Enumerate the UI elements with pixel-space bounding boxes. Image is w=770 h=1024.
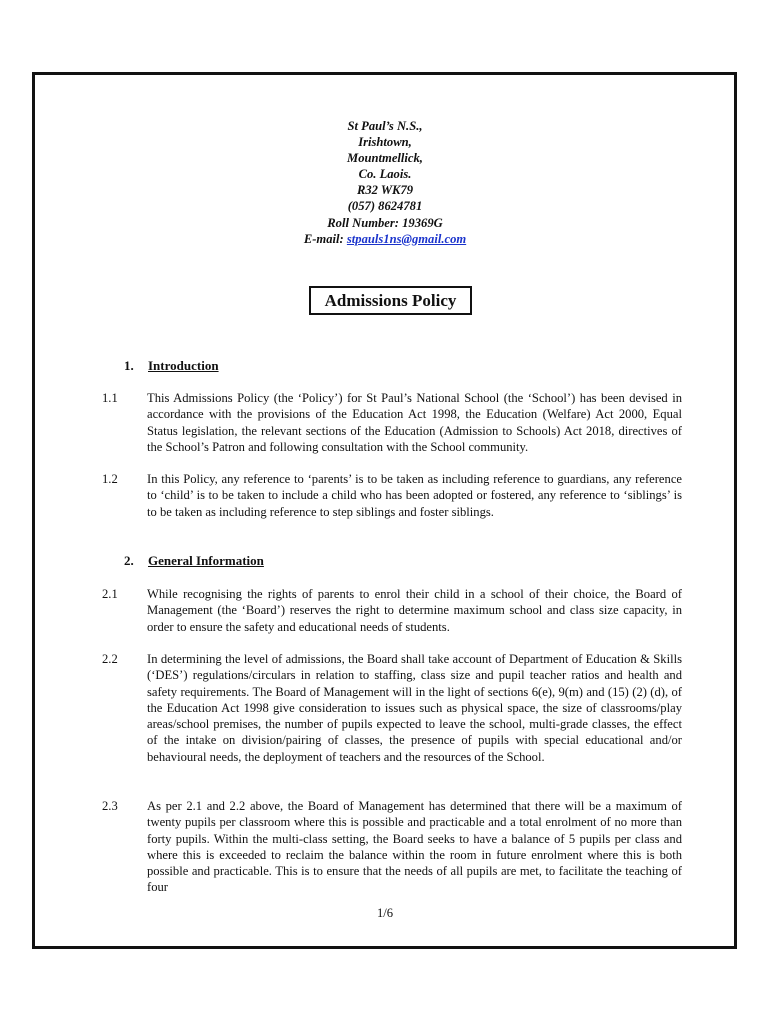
paragraph-text: While recognising the rights of parents to enrol their child in a school of their choice, the Board of Management (the ‘Board’) reserves the right to determine maximum school and class size capacity, in order to ensure the safety and educational needs of students. <box>147 587 682 634</box>
address-line-name: St Paul’s N.S., <box>347 119 423 133</box>
section-number: 1. <box>124 358 134 373</box>
paragraph-number: 1.1 <box>102 391 118 405</box>
paragraph-number: 2.1 <box>102 587 118 601</box>
paragraph-text: This Admissions Policy (the ‘Policy’) for St Paul’s National School (the ‘School’) has been devised in accordance with the provisions of the Education Act 1998, the Education (Welfare) Act 2000, Equal Status legislation, the relevant sections of the Education (Admission to Schools) Act 2018, directives of the School’s Patron and following consultation with the School community. <box>147 391 682 454</box>
paragraph-number: 2.2 <box>102 652 118 666</box>
address-line-roll: Roll Number: 19369G <box>327 215 443 230</box>
paragraph-text: In this Policy, any reference to ‘parents’ is to be taken as including reference to guardians, any reference to ‘child’ is to be taken to include a child who has been adopted or fostered, any reference to ‘siblings’ is to be taken as including reference to step siblings and foster siblings. <box>147 472 682 519</box>
address-line-town: Irishtown, <box>358 135 412 150</box>
address-line-county: Co. Laois. <box>358 167 412 182</box>
page-number: 1/6 <box>376 906 394 920</box>
email-link[interactable]: stpauls1ns@gmail.com <box>346 231 467 246</box>
school-address <box>0 118 770 247</box>
address-line-eircode: R32 WK79 <box>356 183 414 198</box>
paragraph-number: 1.2 <box>102 472 118 486</box>
paragraph-number: 2.3 <box>102 799 118 813</box>
section-title: General Information <box>148 553 264 568</box>
email-label: E-mail: <box>303 231 344 246</box>
section-title: Introduction <box>148 358 219 373</box>
paragraph-text: As per 2.1 and 2.2 above, the Board of Management has determined that there will be a maximum of twenty pupils per classroom where this is possible and practicable and a total enrolment of no more than forty pupils. Within the multi-class setting, the Board seeks to have a balance of 5 pupils per class and where this is exceeded to reclaim the balance within the room in future enrolment where this is both possible and practicable. This is to ensure that the needs of all pupils are met, to facilitate the teaching of four <box>147 799 682 895</box>
document-title: Admissions Policy <box>309 286 472 315</box>
address-line-email <box>0 231 770 247</box>
address-line-phone: (057) 8624781 <box>347 199 423 214</box>
section-number: 2. <box>124 553 134 568</box>
address-line-city: Mountmellick, <box>347 151 423 166</box>
paragraph-text: In determining the level of admissions, the Board shall take account of Department of Education & Skills (‘DES’) regulations/circulars in relation to staffing, class size and pupil teacher ratios and health and safety requirements. The Board of Management will in the light of sections 6(e), 9(m) and (15) (2) (d), of the Education Act 1998 give consideration to issues such as physical space, the size of classrooms/play areas/school premises, the number of pupils expected to leave the school, multi-grade classes, the effect of the intake on division/pairing of classes, the presence of pupils with special educational and/or behavioural needs, the deployment of teachers and the resources of the School. <box>147 652 682 764</box>
